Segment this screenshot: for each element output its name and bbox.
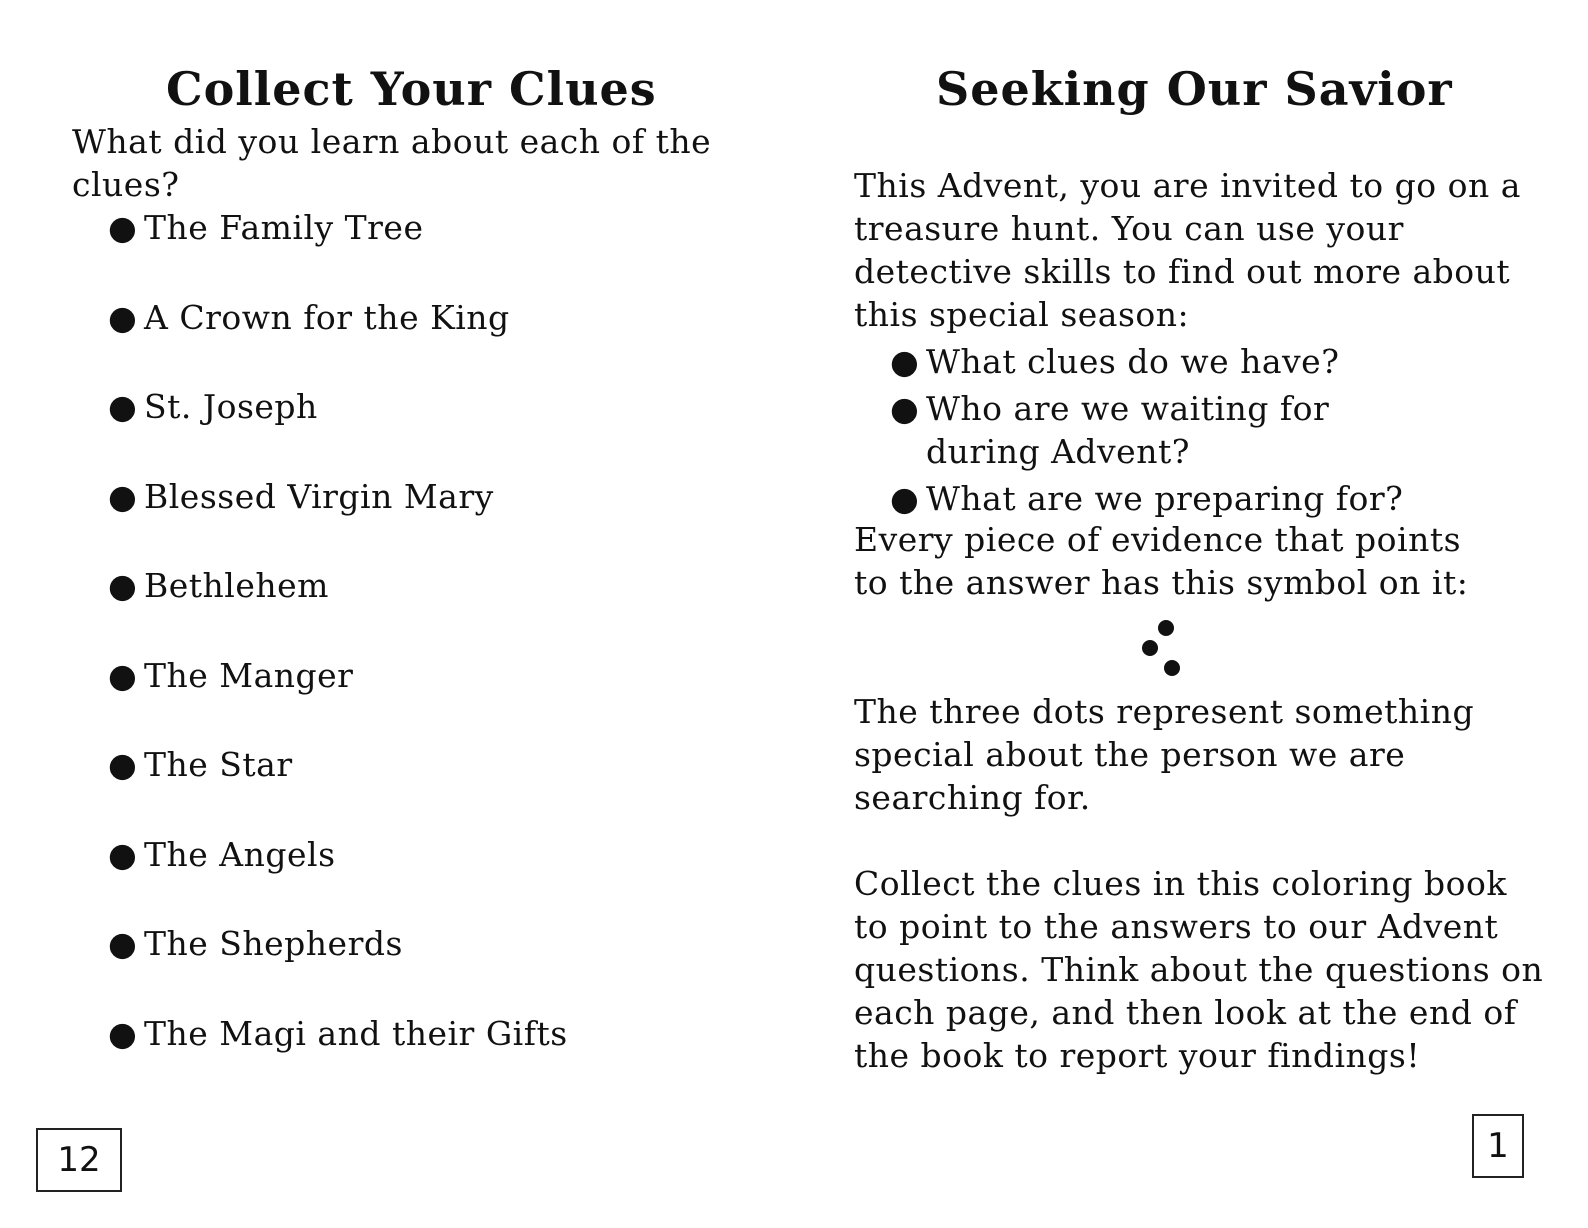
- clue-label: St. Joseph: [144, 387, 318, 426]
- clue-item: [108, 922, 568, 1012]
- dot-left-icon: [1142, 640, 1158, 656]
- bullet-icon: ●: [890, 389, 920, 428]
- bullet-icon: ●: [108, 476, 138, 516]
- question-item: [890, 340, 1510, 383]
- evidence-text: Every piece of evidence that points to the answer has this symbol on it:: [854, 520, 1469, 602]
- question-label: Who are we waiting for during Advent?: [926, 389, 1330, 471]
- clue-label: Bethlehem: [144, 566, 329, 605]
- bullet-icon: ●: [108, 297, 138, 337]
- clue-item: [108, 206, 568, 296]
- clue-label: The Star: [144, 745, 293, 784]
- clue-item: [108, 385, 568, 475]
- right-intro-text: This Advent, you are invited to go on a treasure hunt. You can use your detective skills to find out more about this special season:: [854, 166, 1521, 334]
- dot-bottom-icon: [1164, 660, 1180, 676]
- bullet-icon: ●: [108, 745, 138, 784]
- three-dots-symbol-icon: [1132, 612, 1202, 684]
- clue-label: The Manger: [144, 655, 354, 695]
- question-label: What are we preparing for?: [926, 479, 1404, 518]
- clue-item: [108, 743, 568, 833]
- left-page-title: Collect Your Clues: [166, 62, 657, 116]
- bullet-icon: ●: [108, 1013, 138, 1053]
- left-intro-text: What did you learn about each of the clues?: [72, 122, 712, 204]
- bullet-icon: ●: [108, 387, 138, 426]
- clue-label: The Shepherds: [144, 924, 403, 963]
- clue-item: [108, 564, 568, 654]
- clue-item: [108, 1012, 568, 1102]
- bullet-icon: ●: [108, 655, 138, 695]
- clue-label: Blessed Virgin Mary: [144, 476, 494, 516]
- clue-item: [108, 475, 568, 565]
- clue-item: [108, 296, 568, 386]
- question-list: [890, 340, 1510, 524]
- clue-label: The Angels: [144, 834, 336, 874]
- dots-explanation-text: The three dots represent something special about the person we are searching for.: [854, 692, 1475, 817]
- right-page-title: Seeking Our Savior: [936, 62, 1453, 116]
- bullet-icon: ●: [890, 342, 920, 381]
- clue-item: [108, 833, 568, 923]
- question-item: [890, 387, 1510, 473]
- dot-top-icon: [1158, 620, 1174, 636]
- clue-list: [108, 206, 568, 1101]
- bullet-icon: ●: [108, 834, 138, 874]
- bullet-icon: ●: [108, 208, 138, 247]
- clue-label: The Magi and their Gifts: [144, 1013, 568, 1053]
- page-number-1: 1: [1472, 1114, 1524, 1178]
- question-label: What clues do we have?: [926, 342, 1340, 381]
- page-number-12: 12: [36, 1128, 122, 1192]
- right-page: [794, 0, 1588, 1228]
- bullet-icon: ●: [108, 924, 138, 963]
- bullet-icon: ●: [890, 479, 920, 518]
- clue-item: [108, 654, 568, 744]
- clue-label: The Family Tree: [144, 208, 424, 247]
- question-item: [890, 477, 1510, 520]
- bullet-icon: ●: [108, 566, 138, 605]
- collect-clues-text: Collect the clues in this coloring book to point to the answers to our Advent questions. Think about the questions on each page, and then look at the end of the book to report your findings!: [854, 864, 1544, 1075]
- clue-label: A Crown for the King: [144, 297, 510, 337]
